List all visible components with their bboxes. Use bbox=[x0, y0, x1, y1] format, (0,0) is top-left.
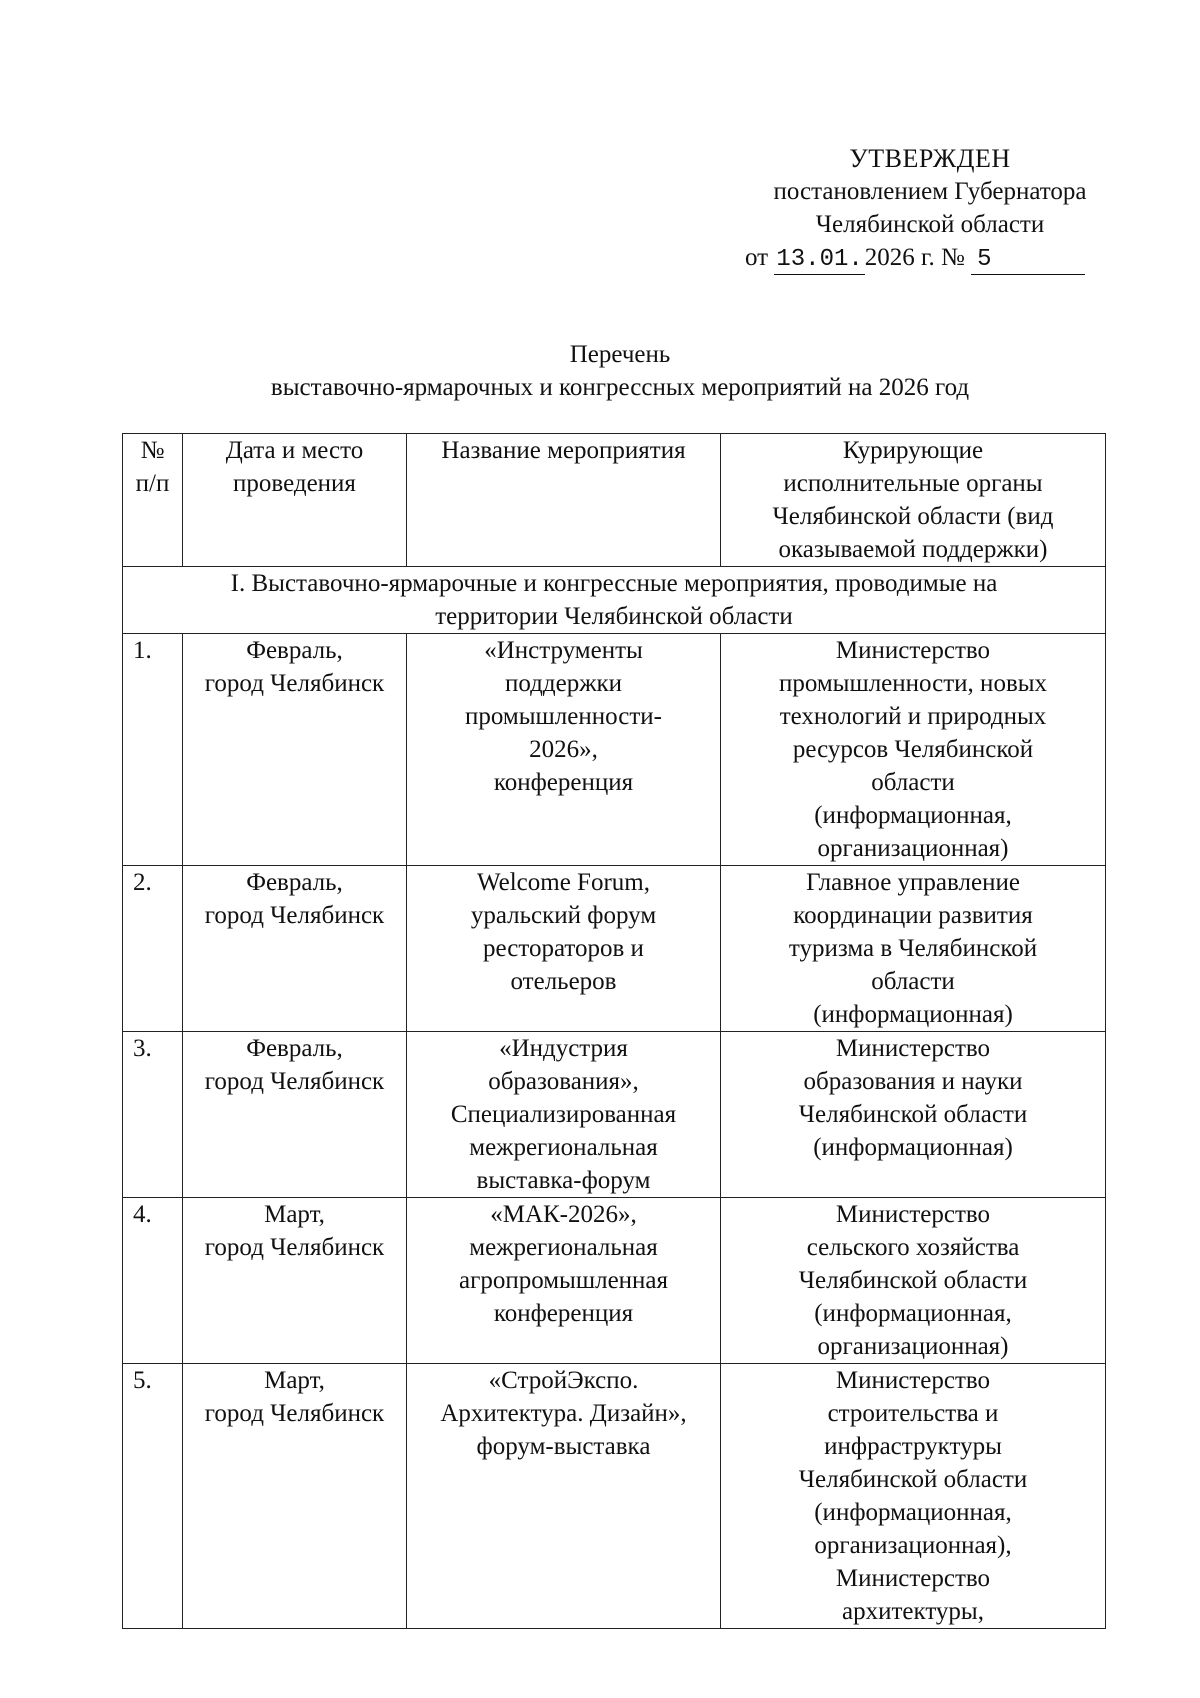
cell-line: город Челябинск bbox=[204, 902, 385, 929]
cell-line: ресурсов Челябинской bbox=[792, 736, 1034, 763]
cell-line: Февраль, bbox=[246, 869, 343, 896]
cell-line: Март, bbox=[264, 1201, 325, 1228]
cell-line: инфраструктуры bbox=[824, 1433, 1002, 1460]
cell-line: Название мероприятия bbox=[441, 437, 686, 464]
row-date-place bbox=[183, 866, 407, 1032]
cell-line: промышленности, новых bbox=[778, 670, 1048, 697]
row-date-place bbox=[183, 1032, 407, 1198]
cell-line: Министерство bbox=[835, 637, 991, 664]
row-event-name bbox=[407, 1364, 721, 1629]
cell-line: территории Челябинской области bbox=[435, 603, 793, 630]
approval-line-1: постановлением Губернатора bbox=[773, 178, 1087, 205]
cell-line: Министерство bbox=[835, 1035, 991, 1062]
approval-number: 5 bbox=[971, 246, 1085, 275]
title-line-2: выставочно-ярмарочных и конгрессных мероприятий на 2026 год bbox=[270, 374, 970, 401]
cell-line: конференция bbox=[493, 1300, 634, 1327]
cell-line: город Челябинск bbox=[204, 1400, 385, 1427]
cell-line: межрегиональная bbox=[469, 1234, 658, 1261]
row-event-name bbox=[407, 866, 721, 1032]
row-date-place bbox=[183, 1198, 407, 1364]
cell-line: «СтройЭкспо. bbox=[488, 1367, 639, 1394]
cell-line: (информационная, bbox=[814, 1499, 1012, 1526]
cell-line: координации развития bbox=[793, 902, 1033, 929]
cell-line: выставка-форум bbox=[476, 1167, 651, 1194]
cell-line: Министерство bbox=[835, 1201, 991, 1228]
row-date-place bbox=[183, 634, 407, 866]
cell-line: № bbox=[140, 437, 165, 464]
row-event-name bbox=[407, 634, 721, 866]
row-authorities bbox=[721, 1032, 1106, 1198]
table-row bbox=[123, 1032, 1106, 1198]
cell-line: (информационная) bbox=[813, 1134, 1013, 1161]
cell-line: город Челябинск bbox=[204, 1234, 385, 1261]
row-number: 2. bbox=[123, 866, 183, 1032]
row-authorities bbox=[721, 634, 1106, 866]
cell-line: туризма в Челябинской bbox=[788, 935, 1038, 962]
cell-line: агропромышленная bbox=[458, 1267, 669, 1294]
cell-line: организационная) bbox=[817, 1333, 1009, 1360]
row-number: 5. bbox=[123, 1364, 183, 1629]
table-row bbox=[123, 634, 1106, 866]
cell-line: «МАК-2026», bbox=[490, 1201, 637, 1228]
approval-stamp bbox=[740, 142, 1120, 275]
cell-line: Министерство bbox=[835, 1367, 991, 1394]
cell-line: Челябинской области bbox=[798, 1267, 1028, 1294]
table-row bbox=[123, 1198, 1106, 1364]
cell-line: строительства и bbox=[827, 1400, 999, 1427]
cell-line: Челябинской области bbox=[798, 1101, 1028, 1128]
cell-line: 2026», bbox=[529, 736, 598, 763]
cell-line: «Инструменты bbox=[484, 637, 643, 664]
row-authorities bbox=[721, 1364, 1106, 1629]
approval-date-line bbox=[740, 241, 1120, 275]
section-row bbox=[123, 567, 1106, 634]
table-row bbox=[123, 1364, 1106, 1629]
cell-line: промышленности- bbox=[465, 703, 662, 730]
cell-line: п/п bbox=[135, 470, 170, 497]
cell-line: Февраль, bbox=[246, 637, 343, 664]
title-line-1: Перечень bbox=[569, 341, 671, 368]
cell-line: межрегиональная bbox=[469, 1134, 658, 1161]
row-number: 3. bbox=[123, 1032, 183, 1198]
approval-line-2: Челябинской области bbox=[815, 211, 1045, 238]
header-name bbox=[407, 434, 721, 567]
cell-line: город Челябинск bbox=[204, 1068, 385, 1095]
approval-date: 13.01. bbox=[776, 246, 863, 273]
cell-line: город Челябинск bbox=[204, 670, 385, 697]
cell-line: технологий и природных bbox=[779, 703, 1047, 730]
row-event-name bbox=[407, 1198, 721, 1364]
cell-line: Специализированная bbox=[450, 1101, 677, 1128]
cell-line: организационная) bbox=[817, 835, 1009, 862]
row-authorities bbox=[721, 1198, 1106, 1364]
cell-line: уральский форум bbox=[470, 902, 657, 929]
cell-line: оказываемой поддержки) bbox=[778, 536, 1048, 563]
cell-line: Архитектура. Дизайн», bbox=[440, 1400, 687, 1427]
cell-line: (информационная, bbox=[814, 802, 1012, 829]
cell-line: отельеров bbox=[510, 968, 617, 995]
table-row bbox=[123, 866, 1106, 1032]
cell-line: Февраль, bbox=[246, 1035, 343, 1062]
header-num bbox=[123, 434, 183, 567]
row-event-name bbox=[407, 1032, 721, 1198]
header-authorities bbox=[721, 434, 1106, 567]
cell-line: сельского хозяйства bbox=[806, 1234, 1020, 1261]
cell-line: Челябинской области (вид bbox=[772, 503, 1054, 530]
table-header-row bbox=[123, 434, 1106, 567]
approved-label: УТВЕРЖДЕН bbox=[849, 144, 1011, 173]
cell-line: Курирующие bbox=[842, 437, 984, 464]
cell-line: исполнительные органы bbox=[783, 470, 1043, 497]
cell-line: Главное управление bbox=[806, 869, 1020, 896]
row-number: 4. bbox=[123, 1198, 183, 1364]
cell-line: Март, bbox=[264, 1367, 325, 1394]
cell-line: Челябинской области bbox=[798, 1466, 1028, 1493]
cell-line: «Индустрия bbox=[499, 1035, 628, 1062]
cell-line: Дата и место bbox=[225, 437, 364, 464]
cell-line: поддержки bbox=[505, 670, 622, 697]
cell-line: Welcome Forum, bbox=[477, 869, 650, 896]
cell-line: образования», bbox=[488, 1068, 639, 1095]
cell-line: (информационная) bbox=[813, 1001, 1013, 1028]
document-title bbox=[150, 338, 1090, 404]
row-number: 1. bbox=[123, 634, 183, 866]
approval-year: 2026 г. № bbox=[864, 244, 965, 271]
cell-line: архитектуры, bbox=[842, 1598, 984, 1625]
cell-line: Министерство bbox=[835, 1565, 991, 1592]
cell-line: проведения bbox=[233, 470, 356, 497]
events-table bbox=[122, 433, 1106, 1629]
section-heading bbox=[123, 567, 1106, 634]
cell-line: I. Выставочно-ярмарочные и конгрессные мероприятия, проводимые на bbox=[230, 570, 998, 597]
header-date-place bbox=[183, 434, 407, 567]
cell-line: образования и науки bbox=[803, 1068, 1023, 1095]
row-authorities bbox=[721, 866, 1106, 1032]
row-date-place bbox=[183, 1364, 407, 1629]
cell-line: организационная), bbox=[814, 1532, 1012, 1559]
cell-line: области bbox=[871, 769, 955, 796]
cell-line: форум-выставка bbox=[476, 1433, 651, 1460]
from-prefix: от bbox=[745, 244, 769, 271]
cell-line: конференция bbox=[493, 769, 634, 796]
cell-line: рестораторов и bbox=[483, 935, 644, 962]
cell-line: области bbox=[871, 968, 955, 995]
cell-line: (информационная, bbox=[814, 1300, 1012, 1327]
